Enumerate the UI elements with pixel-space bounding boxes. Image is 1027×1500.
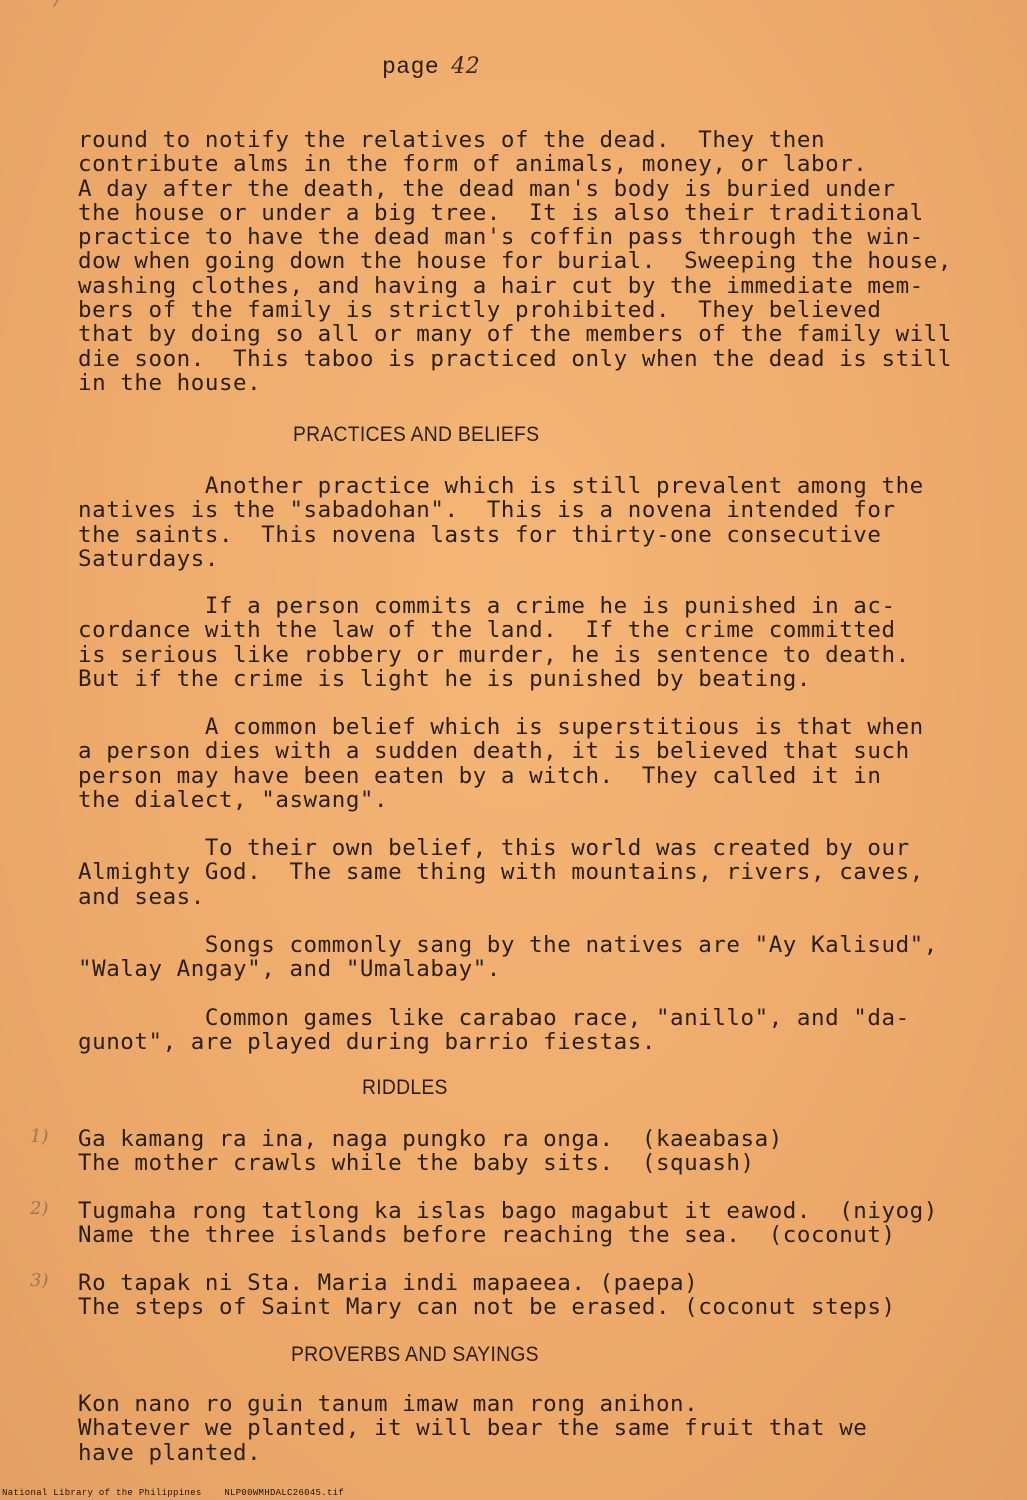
paragraph-songs: Songs commonly sang by the natives are "Ay Kalisud", "Walay Angay", and "Umalabay". <box>78 932 938 983</box>
handwritten-page-number: 42 <box>451 54 481 79</box>
heading-proverbs-and-sayings: PROVERBS AND SAYINGS <box>291 1343 539 1366</box>
proverb: Kon nano ro guin tanum imaw man rong anihon. Whatever we planted, it will bear the same fruit that we have planted. <box>78 1391 868 1466</box>
heading-riddles: RIDDLES <box>362 1076 448 1099</box>
paragraph-games: Common games like carabao race, "anillo", and "da- gunot", are played during barrio fiestas. <box>78 1005 910 1056</box>
pencil-mark <box>53 0 68 12</box>
paragraph-crime: If a person commits a crime he is punished in ac- cordance with the law of the land. If the crime committed is serious like robbery or murder, he is sentence to death. But if the crime is light he is punished by beating. <box>78 593 910 692</box>
archive-footer: National Library of the Philippines NLP00WMHDALC26045.tif <box>2 1488 345 1498</box>
paragraph-aswang: A common belief which is superstitious is that when a person dies with a sudden death, it is believed that such person may have been eaten by a witch. They called it in the dialect, "aswang". <box>78 714 924 813</box>
riddle-number-3: 3) <box>30 1270 49 1291</box>
paragraph-sabadohan: Another practice which is still prevalent among the natives is the "sabadohan". This is a novena intended for the saints. This novena lasts for thirty-one consecutive Saturdays. <box>78 473 924 572</box>
riddle-number-1: 1) <box>30 1126 49 1147</box>
riddle-2: Tugmaha rong tatlong ka islas bago magabut it eawod. (niyog) Name the three islands before reaching the sea. (coconut) <box>78 1198 938 1249</box>
heading-practices-and-beliefs: PRACTICES AND BELIEFS <box>293 423 540 446</box>
riddle-number-2: 2) <box>30 1198 49 1219</box>
page-number <box>382 54 480 80</box>
paragraph-creation: To their own belief, this world was created by our Almighty God. The same thing with mountains, rivers, caves, and seas. <box>78 835 924 910</box>
riddle-3: Ro tapak ni Sta. Maria indi mapaeea. (paepa) The steps of Saint Mary can not be erased. (coconut steps) <box>78 1270 896 1321</box>
page-label: page <box>382 54 440 80</box>
riddle-1: Ga kamang ra ina, naga pungko ra onga. (kaeabasa) The mother crawls while the baby sits. (squash) <box>78 1126 783 1177</box>
paragraph-death-customs: round to notify the relatives of the dead. They then contribute alms in the form of animals, money, or labor. A day after the death, the dead man's body is buried under the house or under a big tree. It is also their traditional practice to have the dead man's coffin pass through the win- dow when going down the house for burial. Sweeping the house, washing clothes, and having a hair cut by the immediate mem- bers of the family is strictly prohibited. They believed that by doing so all or many of the members of the family will die soon. This taboo is practiced only when the dead is still in the house. <box>78 127 952 396</box>
